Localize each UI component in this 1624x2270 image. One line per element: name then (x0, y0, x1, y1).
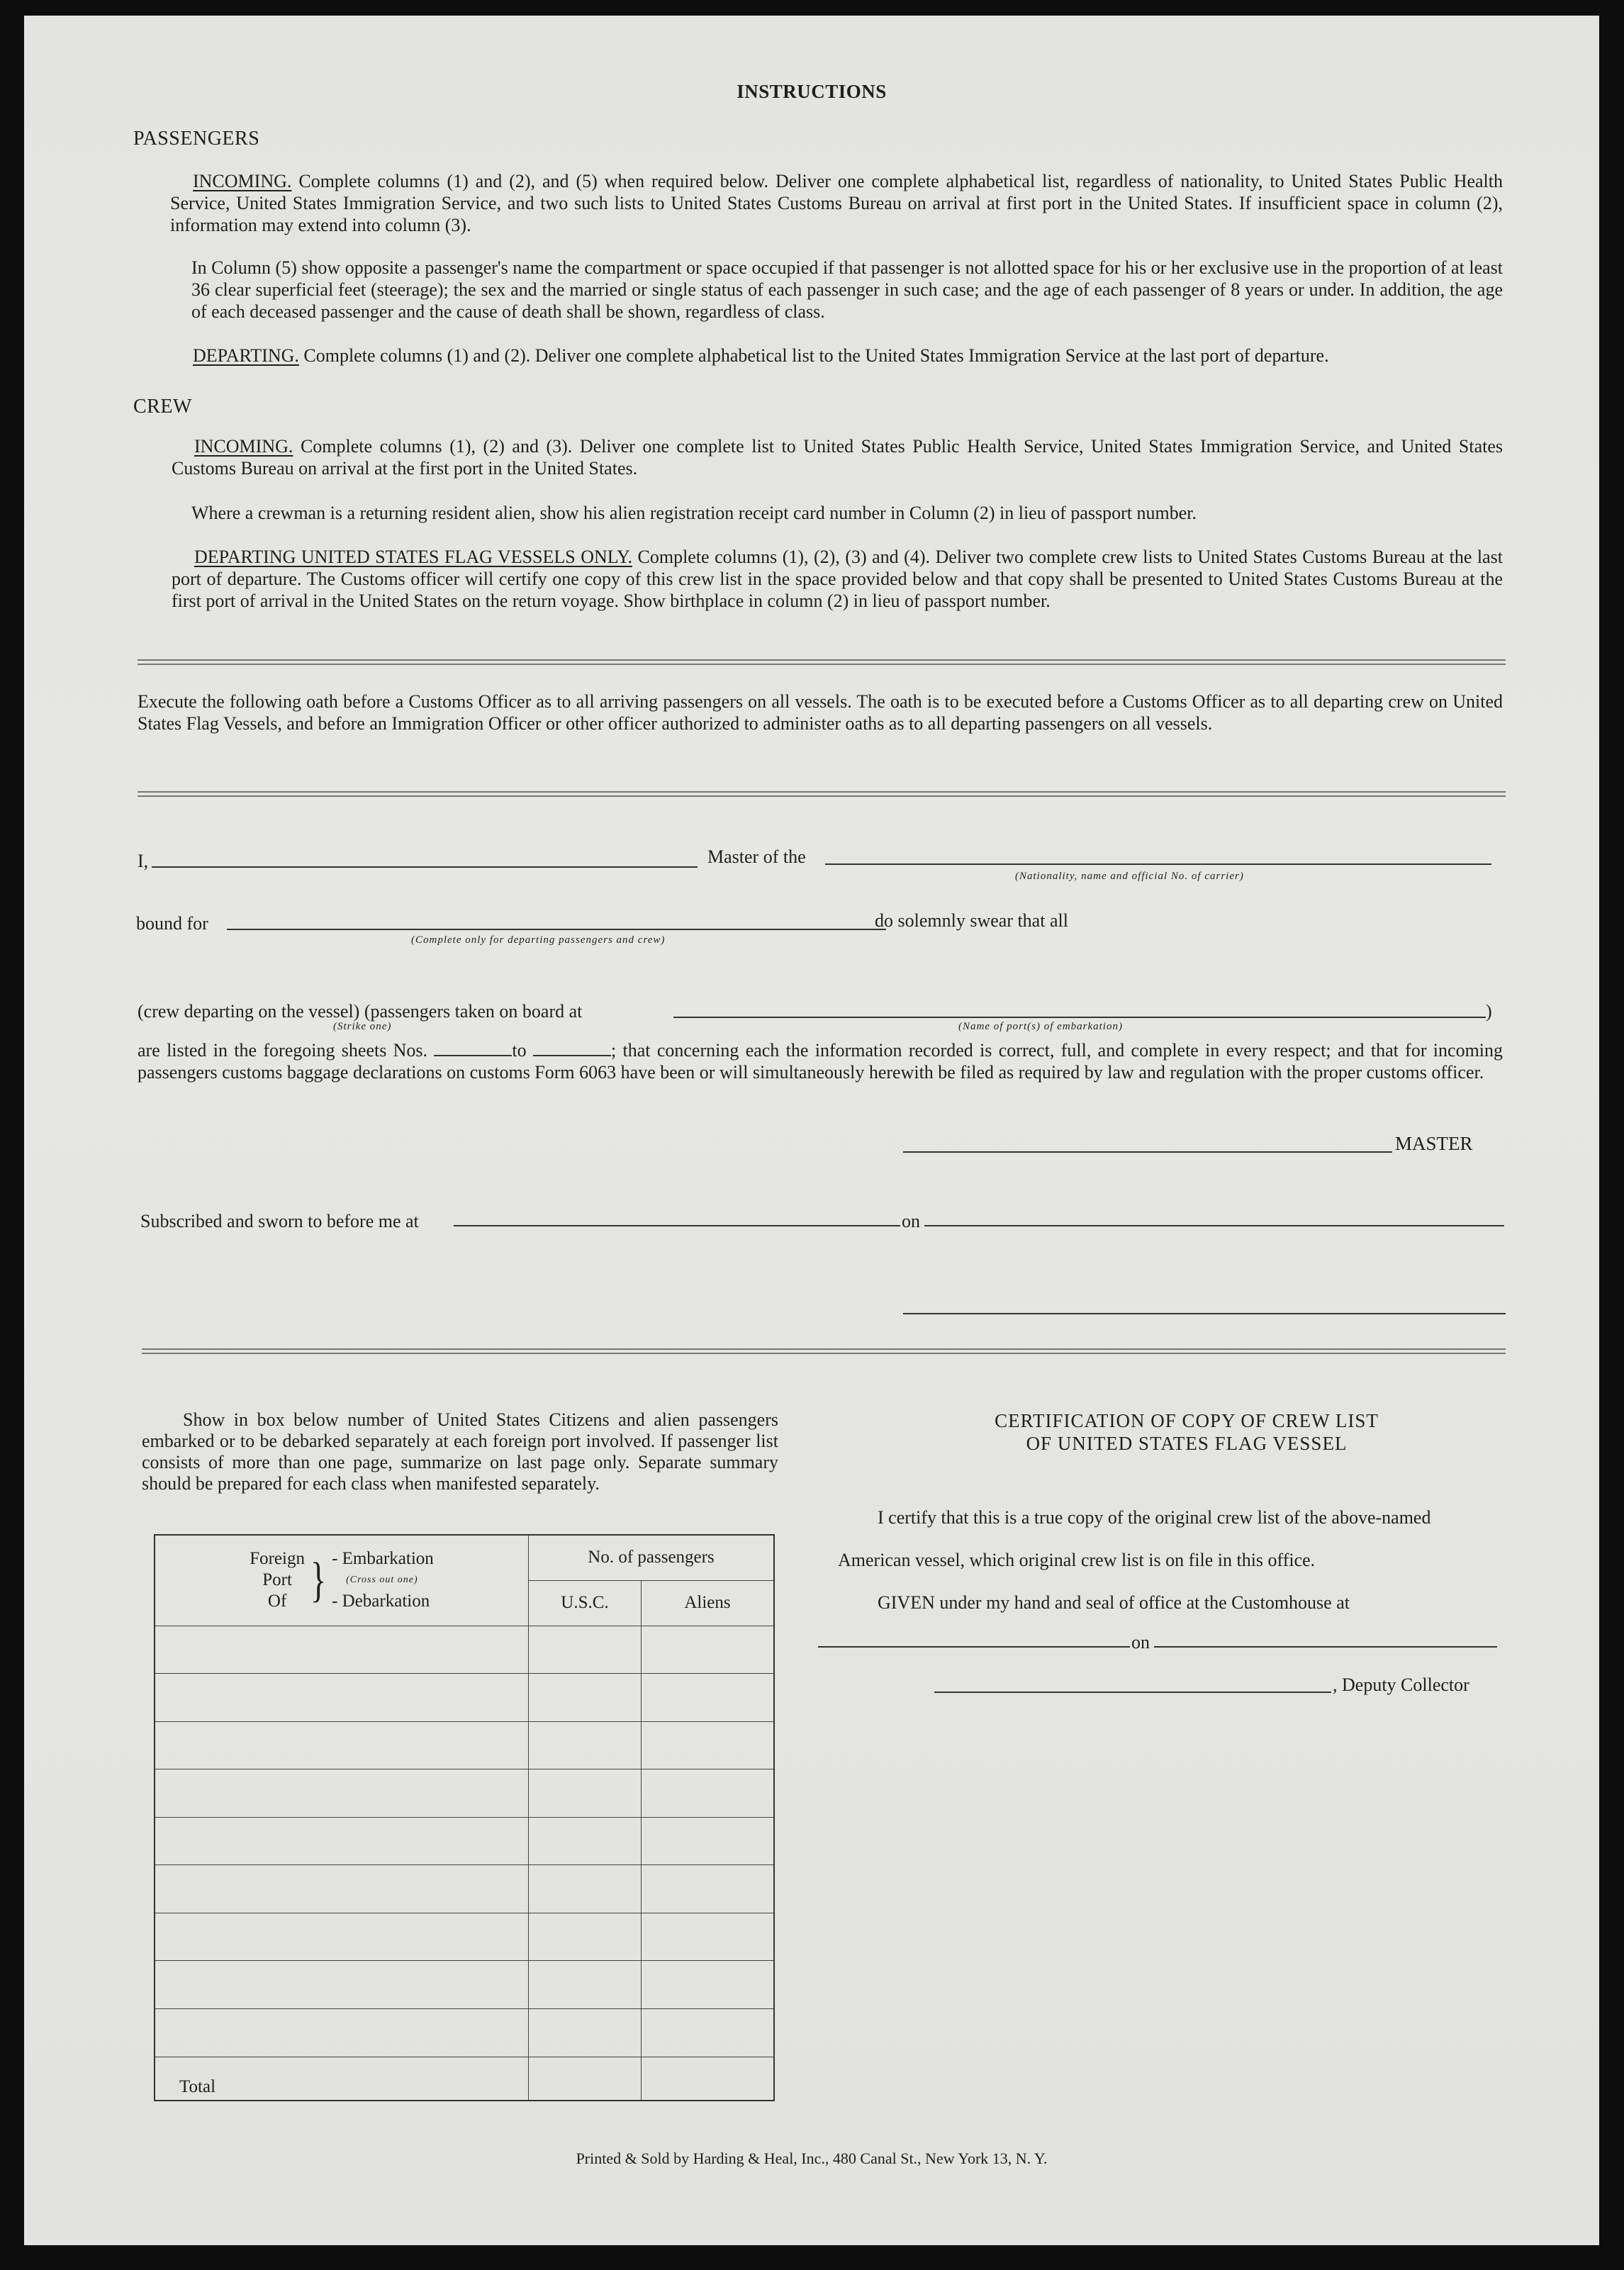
certify-line2: American vessel, which original crew list is on file in this office. (838, 1550, 1316, 1570)
usc-header: U.S.C. (529, 1580, 642, 1626)
table-row (155, 1865, 774, 1913)
master-name-field[interactable] (152, 866, 698, 868)
sworn-place-field[interactable] (454, 1225, 900, 1226)
crew-incoming-label: INCOMING. (194, 436, 293, 457)
form-sheet (24, 16, 1599, 2245)
passengers-incoming-text: Complete columns (1) and (2), and (5) when required below. Deliver one complete alphabetical list, regardless of nationality, to United States Public Health Service, United States Immigration Service, and two such lists to United States Customs Bureau on arrival at first port in the United States. If insufficient space in column (2), information may extend into column (3). (170, 171, 1503, 235)
table-row (155, 1913, 774, 1961)
strike-one-caption: (Strike one) (333, 1021, 392, 1032)
debarkation-label: - Debarkation (332, 1592, 430, 1611)
port-header-cell (155, 1535, 529, 1626)
listed-prefix: are listed in the foregoing sheets Nos. (138, 1040, 428, 1061)
table-row (155, 1674, 774, 1722)
usc-cell[interactable] (529, 1769, 642, 1818)
sheet-to-field[interactable] (533, 1055, 611, 1056)
subscribed-label: Subscribed and sworn to before me at (140, 1211, 419, 1231)
usc-cell[interactable] (529, 1961, 642, 2009)
master-label: MASTER (1395, 1133, 1473, 1154)
passenger-summary-table (154, 1534, 775, 2101)
usc-total-cell[interactable] (529, 2057, 642, 2101)
oath-instructions: Execute the following oath before a Customs Officer as to all arriving passengers on all vessels. The oath is to be executed before a Customs Officer as to all departing crew on United States Flag Vessels, and before an Immigration Officer or other officer authorized to administer oaths as to all departing passengers on all vessels. (138, 691, 1503, 734)
customhouse-field[interactable] (818, 1646, 1130, 1648)
oath-i-label: I, (138, 851, 149, 871)
table-row (155, 1817, 774, 1865)
cross-out-caption: (Cross out one) (346, 1575, 418, 1586)
given-line: GIVEN under my hand and seal of office at the Customhouse at (878, 1592, 1350, 1613)
passengers-incoming-label: INCOMING. (193, 171, 292, 191)
of-label: Of (267, 1592, 287, 1611)
no-of-passengers-header: No. of passengers (529, 1535, 775, 1580)
printer-footer: Printed & Sold by Harding & Heal, Inc., 480 Canal St., New York 13, N. Y. (576, 2149, 1048, 2167)
listed-rest: ; that concerning each the information recorded is correct, full, and complete in every respect; and that for incoming passengers customs baggage declarations on customs Form 6063 have been or will simultaneously herewith be filed as required by law and regulation with the proper customs officer. (138, 1040, 1503, 1083)
passengers-departing-label: DEPARTING. (193, 345, 299, 366)
aliens-cell[interactable] (642, 1817, 775, 1865)
usc-cell[interactable] (529, 2008, 642, 2057)
aliens-cell[interactable] (642, 1961, 775, 2009)
port-cell[interactable] (155, 2008, 529, 2057)
cert-date-field[interactable] (1154, 1646, 1497, 1648)
aliens-total-cell[interactable] (642, 2057, 775, 2101)
close-paren: ) (1486, 1001, 1492, 1022)
passengers-heading: PASSENGERS (133, 128, 260, 150)
bound-for-label: bound for (136, 913, 208, 934)
port-cell[interactable] (155, 1961, 529, 2009)
port-cell[interactable] (155, 1769, 529, 1818)
usc-cell[interactable] (529, 1865, 642, 1913)
divider (138, 659, 1506, 665)
aliens-cell[interactable] (642, 1626, 775, 1674)
aliens-cell[interactable] (642, 1865, 775, 1913)
table-row (155, 1721, 774, 1769)
usc-cell[interactable] (529, 1721, 642, 1769)
port-label: Port (262, 1570, 292, 1590)
page-title: INSTRUCTIONS (737, 81, 887, 102)
embarkation-ports-field[interactable] (673, 1017, 1486, 1018)
usc-cell[interactable] (529, 1817, 642, 1865)
crew-departing-text: Complete columns (1), (2), (3) and (4). Deliver two complete crew lists to United States Customs Bureau at the last port of departure. The Customs officer will certify one copy of this crew list in the space provided below and that copy shall be presented to United States Customs Bureau at the first port of arrival in the United States on the return voyage. Show birthplace in column (2) in lieu of passport number. (172, 547, 1503, 611)
crew-incoming-paragraph (172, 435, 1503, 479)
master-of-the-label: Master of the (707, 846, 806, 867)
vessel-field[interactable] (825, 863, 1491, 865)
embarkation-label: - Embarkation (332, 1549, 434, 1569)
deputy-signature-field[interactable] (934, 1692, 1331, 1693)
usc-cell[interactable] (529, 1674, 642, 1722)
port-cell[interactable] (155, 1626, 529, 1674)
deputy-collector-label: , Deputy Collector (1333, 1674, 1469, 1695)
aliens-cell[interactable] (642, 1674, 775, 1722)
port-cell[interactable] (155, 1913, 529, 1961)
total-row (155, 2057, 774, 2101)
certification-title (832, 1409, 1541, 1455)
certification-title-line2: OF UNITED STATES FLAG VESSEL (1026, 1433, 1348, 1454)
divider (138, 791, 1506, 797)
foreign-label: Foreign (250, 1549, 305, 1569)
complete-only-caption: (Complete only for departing passengers and crew) (411, 934, 666, 946)
sworn-date-field[interactable] (924, 1225, 1504, 1226)
passengers-column5-paragraph: In Column (5) show opposite a passenger's name the compartment or space occupied if that passenger is not allotted space for his or her exclusive use in the proportion of at least 36 clear superficial feet (steerage); the sex and the married or single status of each passenger in such case; and the age of each passenger of 8 years or under. In addition, the age of each deceased passenger and the cause of death shall be shown, regardless of class. (191, 257, 1503, 322)
aliens-cell[interactable] (642, 1721, 775, 1769)
port-cell[interactable] (155, 1865, 529, 1913)
foreign-port-of (250, 1548, 305, 1612)
passengers-incoming-paragraph (170, 170, 1503, 236)
passengers-departing-text: Complete columns (1) and (2). Deliver one complete alphabetical list to the United States Immigration Service at the last port of departure. (303, 345, 1329, 366)
crew-passengers-label: (crew departing on the vessel) (passengers taken on board at (138, 1001, 583, 1022)
aliens-cell[interactable] (642, 2008, 775, 2057)
certify-line1: I certify that this is a true copy of the original crew list of the above-named (878, 1507, 1431, 1528)
to-label: to (512, 1040, 527, 1061)
listed-paragraph (138, 1039, 1503, 1083)
do-swear-label: do solemnly swear that all (875, 910, 1068, 931)
crew-heading: CREW (133, 396, 192, 418)
sheet-from-field[interactable] (434, 1055, 512, 1056)
cert-on-label: on (1131, 1632, 1150, 1653)
port-cell[interactable] (155, 1674, 529, 1722)
usc-cell[interactable] (529, 1913, 642, 1961)
table-row (155, 2008, 774, 2057)
certification-title-line1: CERTIFICATION OF COPY OF CREW LIST (995, 1410, 1379, 1431)
table-row (155, 1626, 774, 1674)
nationality-caption: (Nationality, name and official No. of carrier) (1015, 871, 1244, 882)
aliens-cell[interactable] (642, 1769, 775, 1818)
master-signature-field[interactable] (903, 1151, 1392, 1153)
aliens-header: Aliens (642, 1580, 775, 1626)
table-row (155, 1961, 774, 2009)
table-row (155, 1769, 774, 1818)
port-cell[interactable] (155, 1817, 529, 1865)
crew-departing-paragraph (172, 546, 1503, 612)
usc-cell[interactable] (529, 1626, 642, 1674)
aliens-cell[interactable] (642, 1913, 775, 1961)
summary-instructions: Show in box below number of United States Citizens and alien passengers embarked or to be debarked separately at each foreign port involved. If passenger list consists of more than one page, summarize on last page only. Separate summary should be prepared for each class when manifested separately. (142, 1409, 778, 1494)
divider (142, 1348, 1506, 1354)
total-label: Total (155, 2057, 529, 2101)
port-cell[interactable] (155, 1721, 529, 1769)
passengers-departing-paragraph (170, 345, 1503, 367)
on-label: on (902, 1211, 920, 1231)
crew-departing-label: DEPARTING UNITED STATES FLAG VESSELS ONLY. (194, 547, 632, 567)
officer-signature-field[interactable] (903, 1313, 1506, 1314)
brace-glyph: } (310, 1553, 327, 1607)
crew-incoming-text: Complete columns (1), (2) and (3). Deliver one complete list to United States Public Health Service, United States Immigration Service, and United States Customs Bureau on arrival at the first port in the United States. (172, 436, 1503, 479)
crew-resident-paragraph: Where a crewman is a returning resident alien, show his alien registration receipt card number in Column (2) in lieu of passport number. (191, 503, 1197, 523)
bound-for-field[interactable] (227, 929, 886, 930)
name-of-ports-caption: (Name of port(s) of embarkation) (958, 1021, 1123, 1032)
